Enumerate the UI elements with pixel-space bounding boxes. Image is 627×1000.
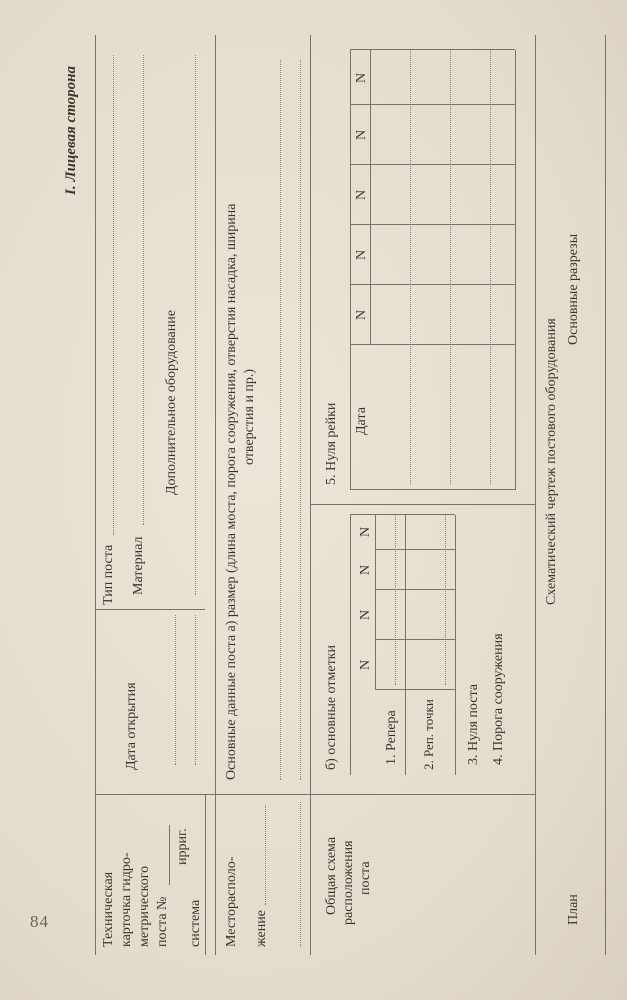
location-line2: жение [254, 910, 269, 947]
marks-n-3: N [358, 564, 373, 575]
gauge-n-4: N [354, 129, 369, 140]
gauge-dots-3 [490, 50, 491, 485]
card-title-line2: карточка гидро- [119, 852, 134, 947]
marks-dots-1 [395, 515, 396, 685]
marks-table-bottom [455, 515, 456, 775]
location-bottom-line [310, 35, 311, 955]
header-divider [95, 794, 535, 795]
drawing-plan: План [566, 894, 581, 925]
post-type-line [113, 55, 114, 535]
extra-equipment-label: Дополнительное оборудование [164, 310, 179, 495]
basic-data-line-b [300, 60, 301, 780]
gauge-table-bottom [515, 50, 516, 490]
post-number-line [169, 825, 170, 885]
system-label: система [188, 899, 203, 947]
header-bottom-line [215, 35, 216, 955]
gauge-n-1: N [354, 309, 369, 320]
side-label: I. Лицевая сторона [63, 65, 79, 195]
marks-n-1: N [358, 659, 373, 670]
basic-data-line2: отверстия и пр.) [242, 368, 257, 465]
card-title-line1: Техническая [101, 871, 116, 947]
marks-table-mid [405, 515, 406, 775]
marks-dots-2 [445, 515, 446, 685]
marks-gauge-divider [310, 504, 535, 505]
marks-row-rep-point: 2. Реп. точки [421, 699, 436, 770]
form-bottom-line [535, 35, 536, 955]
marks-header-line [375, 515, 376, 690]
marks-col4 [375, 549, 455, 550]
marks-row-zero-post: 3. Нуля поста [466, 684, 481, 765]
irrig-label: ирриг. [175, 828, 190, 865]
scheme-line2: расположения [341, 840, 356, 925]
gauge-dots-1 [410, 50, 411, 485]
post-type-label: Тип поста [101, 544, 116, 605]
material-label: Материал [131, 536, 146, 595]
drawing-title: Схематический чертеж постового оборудования [544, 318, 559, 605]
card-title-line4: поста № [155, 896, 170, 947]
marks-col2 [375, 639, 455, 640]
card-title-line3: метрического [137, 865, 152, 947]
form-top-line [95, 35, 96, 955]
marks-col1 [375, 689, 455, 690]
gauge-table-left [350, 489, 515, 490]
location-line-b [300, 802, 301, 947]
marks-col3 [375, 589, 455, 590]
gauge-header-line [370, 50, 371, 345]
marks-row-threshold: 4. Порога сооружения [491, 633, 506, 765]
gauge-dots-2 [450, 50, 451, 485]
gauge-n-3: N [354, 189, 369, 200]
scheme-line1: Общая схема [324, 836, 339, 915]
open-date-line1 [175, 615, 176, 765]
open-date-divider [95, 609, 205, 610]
gauge-n-5: N [354, 72, 369, 83]
marks-table-top [350, 515, 351, 775]
extra-equipment-line [195, 55, 196, 595]
open-date-label: Дата открытия [124, 682, 139, 770]
marks-title: б) основные отметки [324, 645, 339, 770]
header-row-divider [205, 795, 206, 955]
scheme-line3: поста [358, 861, 373, 895]
gauge-zero-title: 5. Нуля рейки [324, 402, 339, 485]
technical-card-form [65, 35, 625, 955]
material-line [143, 55, 144, 525]
marks-n-2: N [358, 609, 373, 620]
location-line-a [265, 805, 266, 905]
gauge-table-top [350, 50, 351, 490]
basic-data-line-a [280, 60, 281, 780]
gauge-n-2: N [354, 249, 369, 260]
drawing-bottom-line [605, 35, 606, 955]
location-line1: Месторасполо- [224, 856, 239, 947]
open-date-line2 [195, 615, 196, 765]
basic-data-line1: Основные данные поста а) размер (длина моста, порога сооружения, отверстия насадка, ширина [224, 203, 239, 780]
drawing-sections: Основные разрезы [566, 233, 581, 345]
marks-n-4: N [358, 526, 373, 537]
gauge-date-label: Дата [354, 407, 369, 435]
marks-table-right [350, 514, 455, 515]
marks-row-repera: 1. Репера [384, 710, 399, 765]
page-number: 84 [30, 912, 49, 931]
